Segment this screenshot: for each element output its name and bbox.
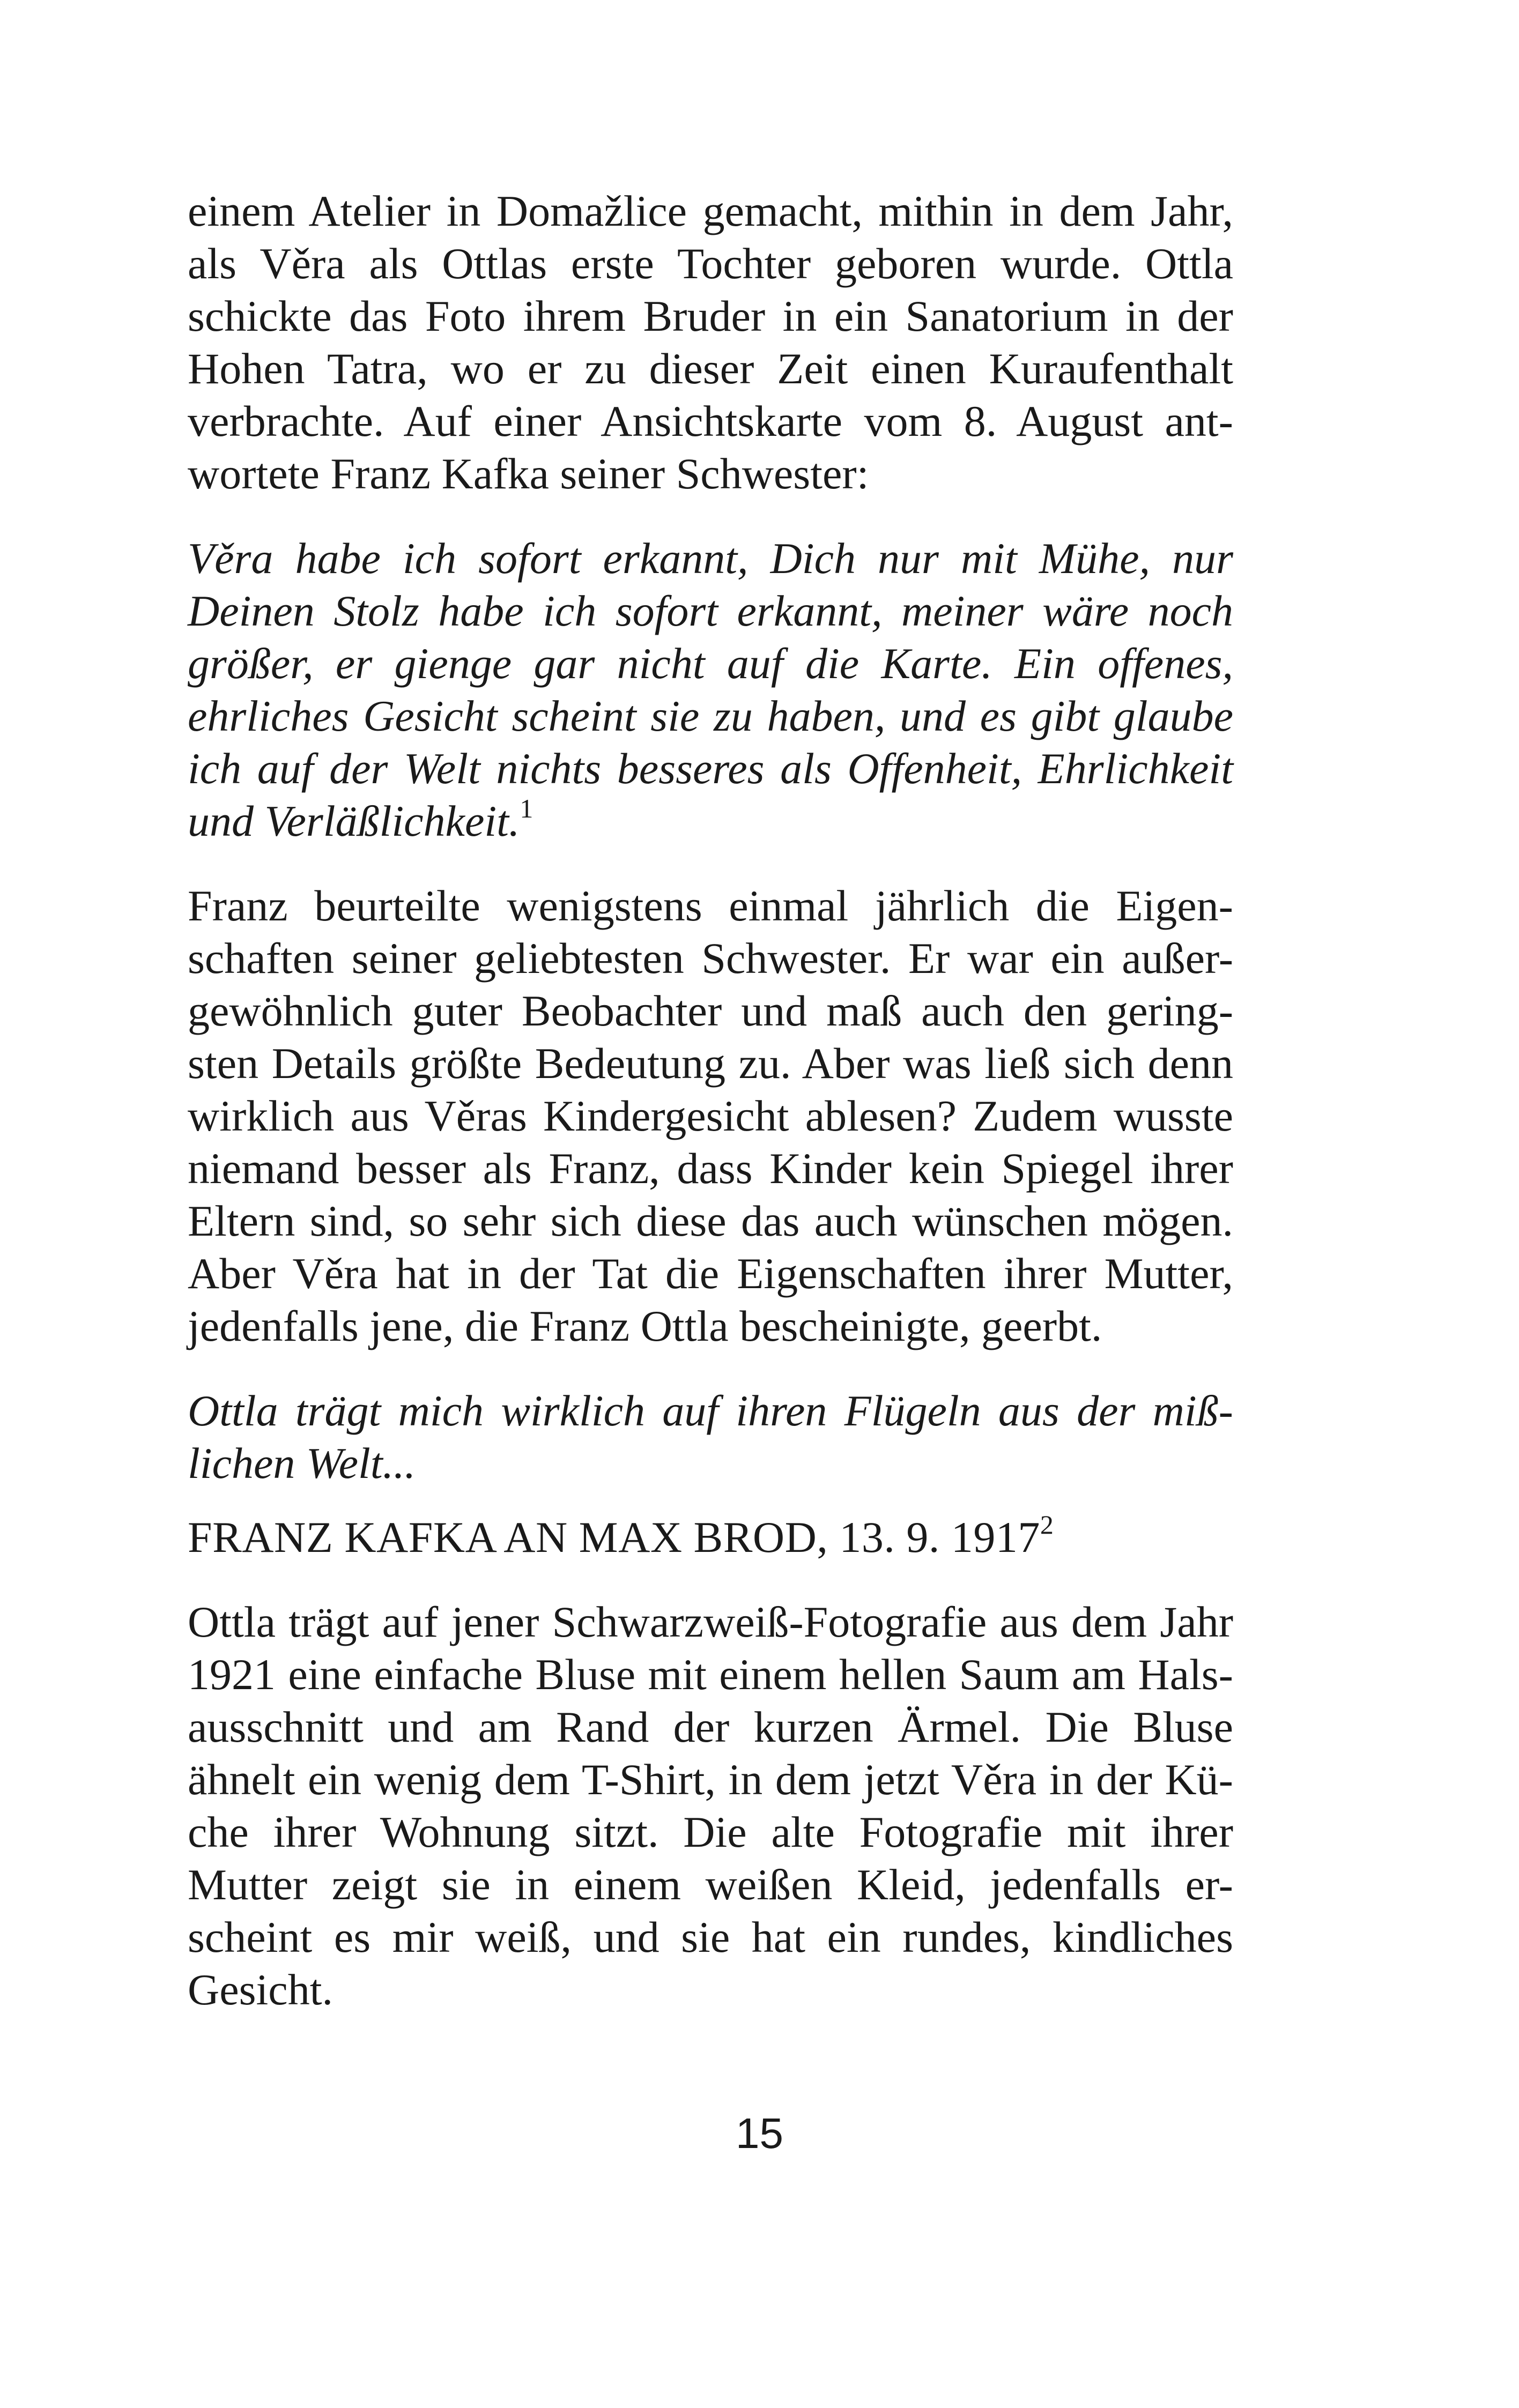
text-line: ausschnitt und am Rand der kurzen Ärmel. Die Bluse [188, 1703, 1233, 1751]
quote-line-last [188, 795, 1233, 848]
quote-kafka-letter [188, 532, 1233, 848]
paragraph-spacer [188, 500, 1233, 532]
text-line: Hohen Tatra, wo er zu dieser Zeit einen Kuraufenthalt [188, 344, 1233, 393]
paragraph-intro [188, 185, 1233, 500]
text-line: wortete Franz Kafka seiner Schwester: [188, 449, 869, 498]
text-line: Franz beurteilte wenigstens einmal jährlich die Eigen- [188, 881, 1233, 930]
footnote-marker-1[interactable]: 1 [520, 793, 533, 823]
text-line: niemand besser als Franz, dass Kinder kein Spiegel ihrer [188, 1144, 1233, 1193]
footnote-marker-2[interactable]: 2 [1040, 1510, 1054, 1540]
text-body [188, 185, 1233, 2016]
paragraph-spacer [188, 848, 1233, 880]
quote-line: lichen Welt... [188, 1439, 416, 1488]
paragraph-photo-description [188, 1596, 1233, 2016]
text-line: ähnelt ein wenig dem T-Shirt, in dem jetzt Věra in der Kü- [188, 1755, 1233, 1804]
text-line: als Věra als Ottlas erste Tochter geboren wurde. Ottla [188, 239, 1233, 288]
paragraph-franz-judgement [188, 880, 1233, 1352]
text-line: Ottla trägt auf jener Schwarzweiß-Fotografie aus dem Jahr [188, 1597, 1233, 1646]
text-line: jedenfalls jene, die Franz Ottla bescheinigte, geerbt. [188, 1302, 1102, 1350]
text-line: Eltern sind, so sehr sich diese das auch wünschen mögen. [188, 1196, 1233, 1245]
paragraph-spacer [188, 1490, 1233, 1511]
page-number: 15 [736, 2109, 783, 2157]
text-line: Mutter zeigt sie in einem weißen Kleid, jedenfalls er- [188, 1860, 1233, 1909]
quote-line: Věra habe ich sofort erkannt, Dich nur mit Mühe, nur [188, 534, 1233, 583]
quote-line: ehrliches Gesicht scheint sie zu haben, und es gibt glaube [188, 692, 1233, 740]
text-line: wirklich aus Věras Kindergesicht ablesen? Zudem wusste [188, 1091, 1233, 1140]
attribution-text: FRANZ KAFKA AN MAX BROD, 13. 9. 1917 [188, 1513, 1040, 1562]
text-line: verbrachte. Auf einer Ansichtskarte vom 8. August ant- [188, 397, 1233, 445]
text-line: che ihrer Wohnung sitzt. Die alte Fotografie mit ihrer [188, 1808, 1233, 1856]
text-line: 1921 eine einfache Bluse mit einem hellen Saum am Hals- [188, 1650, 1233, 1699]
text-line: Aber Věra hat in der Tat die Eigenschaften ihrer Mutter, [188, 1249, 1233, 1298]
text-line: sten Details größte Bedeutung zu. Aber was ließ sich denn [188, 1039, 1233, 1088]
text-line: scheint es mir weiß, und sie hat ein rundes, kindliches [188, 1913, 1233, 1961]
text-line: gewöhnlich guter Beobachter und maß auch den gering- [188, 986, 1233, 1035]
quote-line-text: und Verläßlichkeit. [188, 797, 520, 845]
epigraph-attribution [188, 1511, 1233, 1564]
text-line: Gesicht. [188, 1965, 333, 2014]
quote-line: ich auf der Welt nichts besseres als Offenheit, Ehrlichkeit [188, 744, 1233, 793]
quote-line: Deinen Stolz habe ich sofort erkannt, meiner wäre noch [188, 586, 1233, 635]
quote-line: größer, er gienge gar nicht auf die Karte. Ein offenes, [188, 639, 1233, 688]
epigraph-quote [188, 1385, 1233, 1490]
text-line: einem Atelier in Domažlice gemacht, mithin in dem Jahr, [188, 187, 1233, 235]
quote-line: Ottla trägt mich wirklich auf ihren Flügeln aus der miß- [188, 1386, 1233, 1435]
paragraph-spacer [188, 1564, 1233, 1596]
text-line: schaften seiner geliebtesten Schwester. Er war ein außer- [188, 934, 1233, 983]
text-line: schickte das Foto ihrem Bruder in ein Sanatorium in der [188, 292, 1233, 340]
attribution-line [188, 1511, 1233, 1564]
paragraph-spacer [188, 1352, 1233, 1385]
